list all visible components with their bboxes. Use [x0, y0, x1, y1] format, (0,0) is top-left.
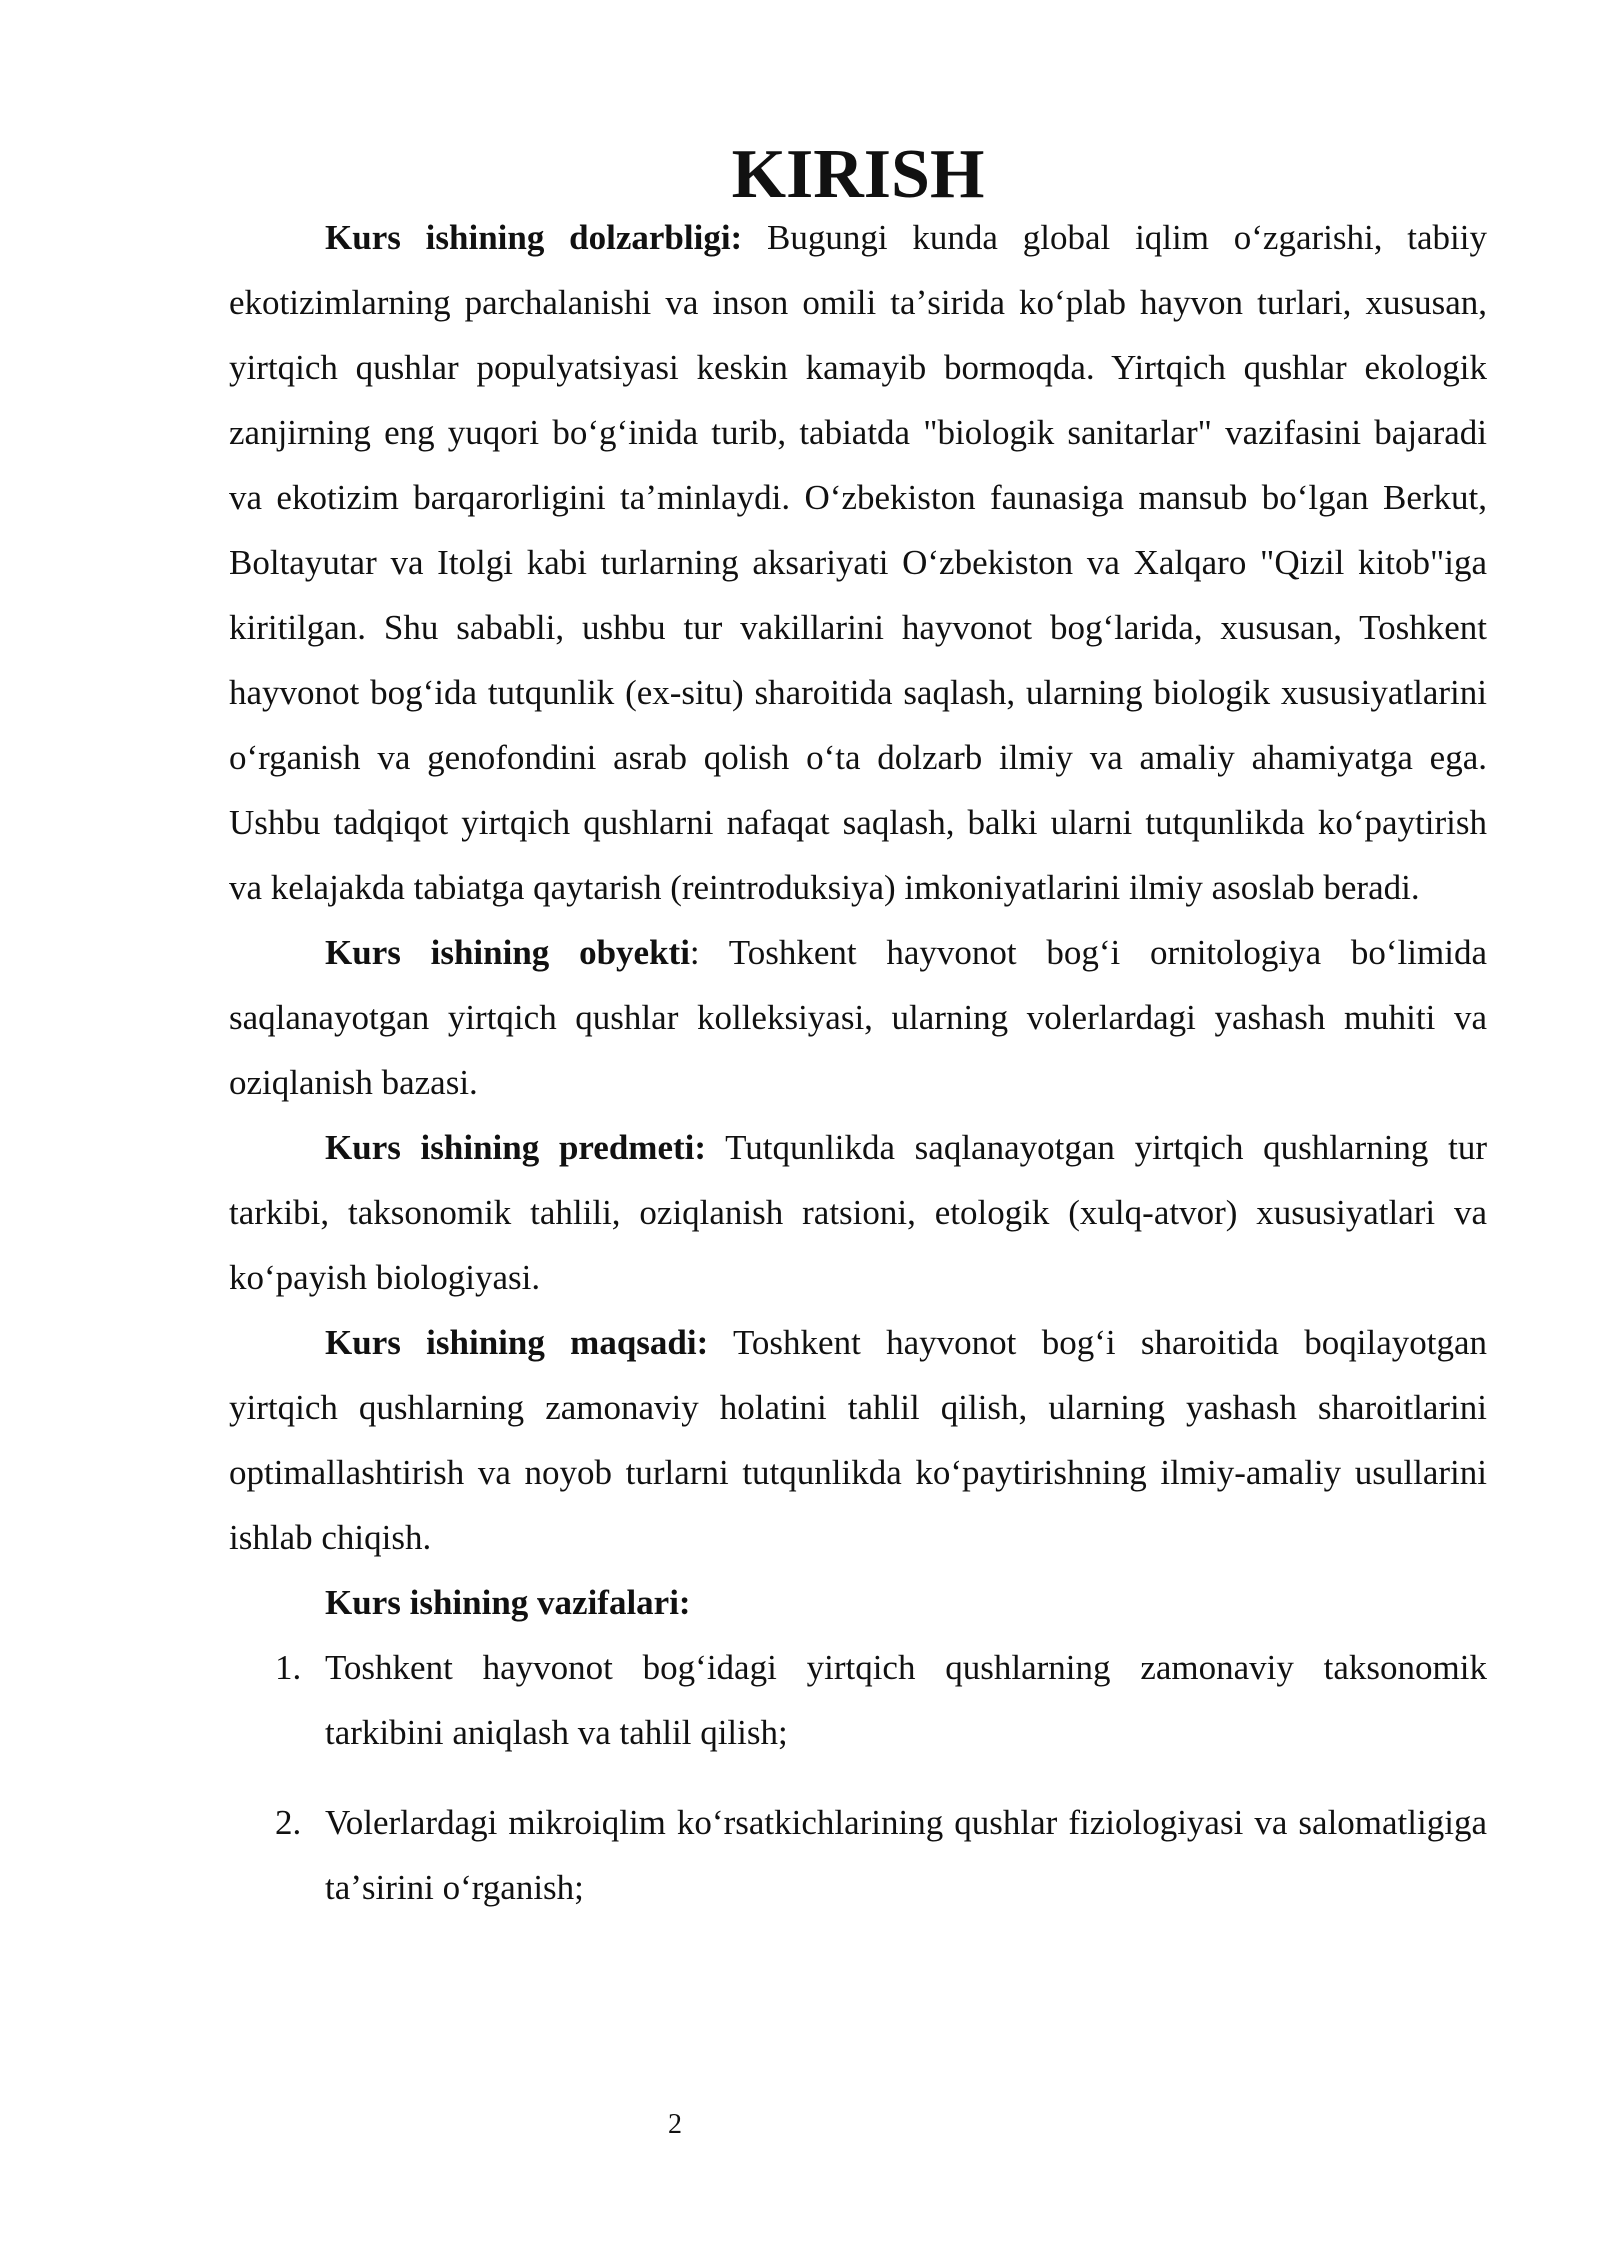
- section-label: Kurs ishining obyekti: [325, 933, 690, 972]
- page-content: [229, 136, 1487, 1920]
- list-item-number: 2.: [275, 1803, 302, 1842]
- page-number: 2: [668, 2109, 682, 2140]
- page-title: KIRISH: [731, 136, 985, 213]
- section-subject: [229, 1115, 1487, 1310]
- tasks-heading: Kurs ishining vazifalari:: [325, 1583, 691, 1622]
- list-item: [229, 1790, 1487, 1920]
- section-text: Toshkent hayvonot bogʻi sharoitida boqilayotgan yirtqich qushlarning zamonaviy holatini tahlil qilish, ularning yashash sharoitlarini optimallashtirish va noyob turlarni tutqunlikda koʻpaytirishning ilmiy-amaliy usullarini ishlab chiqish.: [229, 1323, 1487, 1557]
- section-object: [229, 920, 1487, 1115]
- tasks-list: [229, 1635, 1487, 1920]
- list-item: [229, 1635, 1487, 1765]
- list-item-number: 1.: [275, 1648, 302, 1687]
- section-goal: [229, 1310, 1487, 1570]
- section-label: Kurs ishining maqsadi:: [325, 1323, 709, 1362]
- section-relevance: [229, 205, 1487, 920]
- list-item-text: Volerlardagi mikroiqlim koʻrsatkichlarining qushlar fiziologiyasi va salomatligiga taʼsirini oʻrganish;: [325, 1803, 1487, 1907]
- section-label: Kurs ishining dolzarbligi:: [325, 218, 743, 257]
- section-text: Bugungi kunda global iqlim oʻzgarishi, tabiiy ekotizimlarning parchalanishi va inson omili taʼsirida koʻplab hayvon turlari, xususan, yirtqich qushlar populyatsiyasi keskin kamayib bormoqda. Yirtqich qushlar ekologik zanjirning eng yuqori boʻgʻinida turib, tabiatda "biologik sanitarlar" vazifasini bajaradi va ekotizim barqarorligini taʼminlaydi. Oʻzbekiston faunasiga mansub boʻlgan Berkut, Boltayutar va Itolgi kabi turlarning aksariyati Oʻzbekiston va Xalqaro "Qizil kitob"iga kiritilgan. Shu sababli, ushbu tur vakillarini hayvonot bogʻlarida, xususan, Toshkent hayvonot bogʻida tutqunlik (ex-situ) sharoitida saqlash, ularning biologik xususiyatlarini oʻrganish va genofondini asrab qolish oʻta dolzarb ilmiy va amaliy ahamiyatga ega. Ushbu tadqiqot yirtqich qushlarni nafaqat saqlash, balki ularni tutqunlikda koʻpaytirish va kelajakda tabiatga qaytarish (reintroduksiya) imkoniyatlarini ilmiy asoslab beradi.: [229, 218, 1487, 907]
- section-label: Kurs ishining predmeti:: [325, 1128, 707, 1167]
- section-text: Tutqunlikda saqlanayotgan yirtqich qushlarning tur tarkibi, taksonomik tahlili, oziqlanish ratsioni, etologik (xulq-atvor) xususiyatlari va koʻpayish biologiyasi.: [229, 1128, 1487, 1297]
- section-text: : Toshkent hayvonot bogʻi ornitologiya boʻlimida saqlanayotgan yirtqich qushlar kolleksiyasi, ularning volerlardagi yashash muhiti va oziqlanish bazasi.: [229, 933, 1487, 1102]
- list-item-text: Toshkent hayvonot bogʻidagi yirtqich qushlarning zamonaviy taksonomik tarkibini aniqlash va tahlil qilish;: [325, 1648, 1487, 1752]
